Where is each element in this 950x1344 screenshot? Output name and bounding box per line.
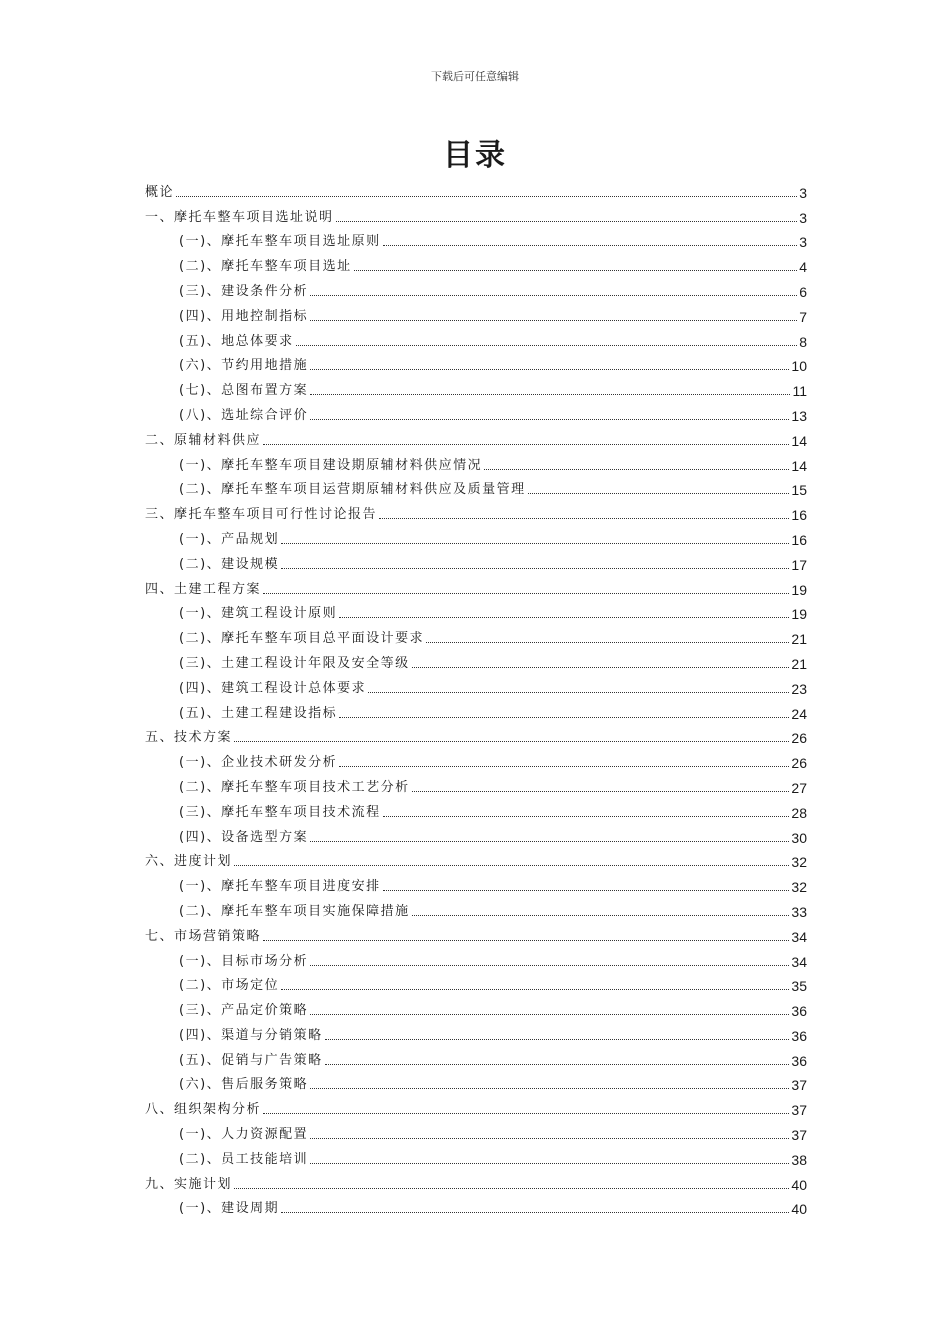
toc-entry-title: (四)、渠道与分销策略	[179, 1027, 323, 1043]
toc-entry-page: 34	[791, 928, 807, 945]
toc-entry-title: (一)、摩托车整车项目进度安排	[179, 879, 381, 895]
toc-entry-title: (一)、产品规划	[179, 531, 280, 547]
toc-entry[interactable]	[145, 250, 807, 275]
toc-entry[interactable]	[145, 201, 807, 226]
toc-dot-leader	[484, 468, 789, 470]
toc-entry[interactable]	[145, 1069, 807, 1094]
toc-entry-title: (一)、摩托车整车项目建设期原辅材料供应情况	[179, 457, 483, 473]
toc-entry-page: 36	[791, 1052, 807, 1069]
toc-entry[interactable]	[145, 622, 807, 647]
toc-entry[interactable]	[145, 226, 807, 251]
toc-entry-title: (二)、摩托车整车项目运营期原辅材料供应及质量管理	[179, 482, 526, 498]
toc-entry[interactable]	[145, 300, 807, 325]
toc-entry-page: 23	[791, 680, 807, 697]
toc-entry-title: (一)、摩托车整车项目选址原则	[179, 234, 381, 250]
toc-dot-leader	[325, 1038, 790, 1040]
toc-entry-page: 3	[799, 184, 807, 201]
toc-entry-title: (八)、选址综合评价	[179, 407, 309, 423]
toc-entry-page: 7	[799, 308, 807, 325]
toc-dot-leader	[412, 666, 790, 668]
toc-entry[interactable]	[145, 870, 807, 895]
toc-entry[interactable]	[145, 722, 807, 747]
toc-dot-leader	[383, 244, 798, 246]
toc-entry-page: 14	[791, 432, 807, 449]
toc-entry-page: 13	[791, 407, 807, 424]
toc-entry-page: 33	[791, 903, 807, 920]
toc-entry-title: (四)、设备选型方案	[179, 829, 309, 845]
toc-entry[interactable]	[145, 325, 807, 350]
toc-entry-page: 35	[791, 978, 807, 995]
toc-dot-leader	[310, 319, 797, 321]
toc-entry-title: (五)、促销与广告策略	[179, 1052, 323, 1068]
toc-dot-leader	[379, 517, 789, 519]
toc-entry[interactable]	[145, 746, 807, 771]
toc-entry-page: 24	[791, 705, 807, 722]
toc-entry-page: 4	[799, 259, 807, 276]
toc-entry[interactable]	[145, 548, 807, 573]
toc-dot-leader	[339, 716, 789, 718]
toc-dot-leader	[281, 1211, 789, 1213]
toc-dot-leader	[263, 1112, 789, 1114]
toc-entry-title: (五)、土建工程建设指标	[179, 705, 338, 721]
toc-entry-title: (三)、摩托车整车项目技术流程	[179, 804, 381, 820]
toc-entry-title: (三)、土建工程设计年限及安全等级	[179, 655, 410, 671]
toc-entry[interactable]	[145, 1019, 807, 1044]
toc-entry-title: 二、原辅材料供应	[145, 432, 262, 448]
toc-entry-title: (一)、建设周期	[179, 1201, 280, 1217]
toc-entry-page: 40	[791, 1201, 807, 1218]
toc-entry-page: 16	[791, 507, 807, 524]
header-note: 下载后可任意编辑	[431, 70, 519, 83]
toc-dot-leader	[310, 368, 789, 370]
toc-entry-title: (一)、建筑工程设计原则	[179, 606, 338, 622]
toc-dot-leader	[528, 492, 790, 494]
toc-entry[interactable]	[145, 697, 807, 722]
toc-entry[interactable]	[145, 498, 807, 523]
toc-entry-title: (七)、总图布置方案	[179, 383, 309, 399]
toc-entry-page: 8	[799, 333, 807, 350]
toc-entry[interactable]	[145, 672, 807, 697]
toc-entry-page: 34	[791, 953, 807, 970]
toc-dot-leader	[310, 418, 789, 420]
page-title: 目录	[443, 138, 507, 173]
toc-entry-title: (一)、企业技术研发分析	[179, 755, 338, 771]
toc-entry-page: 15	[791, 482, 807, 499]
toc-entry[interactable]	[145, 846, 807, 871]
toc-dot-leader	[383, 889, 790, 891]
toc-entry-page: 26	[791, 755, 807, 772]
toc-entry-page: 3	[799, 209, 807, 226]
toc-entry-title: (六)、节约用地措施	[179, 358, 309, 374]
toc-entry[interactable]	[145, 821, 807, 846]
toc-dot-leader	[296, 344, 798, 346]
toc-entry-title: (二)、摩托车整车项目总平面设计要求	[179, 631, 425, 647]
toc-entry[interactable]	[145, 994, 807, 1019]
toc-entry[interactable]	[145, 1168, 807, 1193]
toc-entry-title: (二)、摩托车整车项目实施保障措施	[179, 903, 410, 919]
toc-entry-page: 21	[791, 655, 807, 672]
toc-entry-title: 六、进度计划	[145, 854, 233, 870]
toc-entry-page: 36	[791, 1027, 807, 1044]
toc-entry-page: 30	[791, 829, 807, 846]
toc-entry-page: 40	[791, 1176, 807, 1193]
toc-dot-leader	[310, 1137, 789, 1139]
toc-entry[interactable]	[145, 945, 807, 970]
toc-dot-leader	[354, 269, 798, 271]
toc-dot-leader	[263, 443, 789, 445]
toc-dot-leader	[339, 616, 789, 618]
toc-entry[interactable]	[145, 275, 807, 300]
toc-entry-title: 三、摩托车整车项目可行性讨论报告	[145, 507, 378, 523]
toc-dot-leader	[368, 691, 789, 693]
toc-entry-page: 3	[799, 234, 807, 251]
toc-entry-title: 一、摩托车整车项目选址说明	[145, 209, 334, 225]
toc-entry[interactable]	[145, 573, 807, 598]
toc-entry-title: (二)、建设规模	[179, 556, 280, 572]
toc-entry[interactable]	[145, 920, 807, 945]
toc-dot-leader	[412, 914, 790, 916]
toc-dot-leader	[281, 988, 789, 990]
toc-entry-title: (六)、售后服务策略	[179, 1077, 309, 1093]
toc-dot-leader	[310, 393, 790, 395]
toc-entry-title: 七、市场营销策略	[145, 928, 262, 944]
toc-entry-title: (一)、目标市场分析	[179, 953, 309, 969]
toc-entry[interactable]	[145, 647, 807, 672]
toc-entry-page: 19	[791, 581, 807, 598]
toc-entry-page: 37	[791, 1077, 807, 1094]
toc-entry[interactable]	[145, 424, 807, 449]
toc-entry[interactable]	[145, 523, 807, 548]
toc-dot-leader	[281, 542, 789, 544]
toc-entry[interactable]	[145, 1093, 807, 1118]
toc-dot-leader	[325, 1063, 790, 1065]
toc-dot-leader	[234, 1187, 789, 1189]
toc-dot-leader	[310, 840, 789, 842]
toc-entry-title: (四)、用地控制指标	[179, 308, 309, 324]
toc-dot-leader	[263, 939, 789, 941]
toc-entry[interactable]	[145, 970, 807, 995]
toc-entry-title: 九、实施计划	[145, 1176, 233, 1192]
toc-entry-page: 17	[791, 556, 807, 573]
toc-dot-leader	[310, 964, 789, 966]
toc-entry[interactable]	[145, 895, 807, 920]
toc-entry-page: 32	[791, 854, 807, 871]
toc-dot-leader	[281, 567, 789, 569]
toc-entry-page: 38	[791, 1151, 807, 1168]
toc-dot-leader	[234, 740, 789, 742]
toc-entry-page: 36	[791, 1003, 807, 1020]
toc-entry-title: 八、组织架构分析	[145, 1102, 262, 1118]
toc-entry[interactable]	[145, 771, 807, 796]
toc-entry-page: 28	[791, 804, 807, 821]
toc-dot-leader	[234, 864, 789, 866]
toc-entry[interactable]	[145, 176, 807, 201]
toc-entry[interactable]	[145, 374, 807, 399]
toc-entry-title: (二)、摩托车整车项目选址	[179, 259, 352, 275]
toc-entry-page: 27	[791, 779, 807, 796]
toc-entry-page: 19	[791, 606, 807, 623]
toc-entry[interactable]	[145, 598, 807, 623]
toc-entry-title: 五、技术方案	[145, 730, 233, 746]
toc-dot-leader	[310, 294, 797, 296]
toc-dot-leader	[310, 1162, 789, 1164]
toc-dot-leader	[176, 195, 797, 197]
toc-entry-page: 21	[791, 631, 807, 648]
toc-entry[interactable]	[145, 1143, 807, 1168]
toc-entry[interactable]	[145, 1118, 807, 1143]
toc-entry[interactable]	[145, 474, 807, 499]
toc-entry[interactable]	[145, 1193, 807, 1218]
toc-entry-page: 6	[799, 283, 807, 300]
toc-entry[interactable]	[145, 796, 807, 821]
toc-entry-page: 37	[791, 1127, 807, 1144]
toc-entry-title: 概论	[145, 184, 175, 200]
toc-entry-title: (二)、员工技能培训	[179, 1151, 309, 1167]
toc-dot-leader	[383, 815, 790, 817]
toc-entry[interactable]	[145, 350, 807, 375]
toc-entry-page: 32	[791, 879, 807, 896]
toc-dot-leader	[310, 1087, 789, 1089]
toc-entry[interactable]	[145, 449, 807, 474]
toc-entry-page: 14	[791, 457, 807, 474]
toc-entry-title: (二)、市场定位	[179, 978, 280, 994]
toc-dot-leader	[426, 641, 789, 643]
toc-dot-leader	[412, 790, 790, 792]
toc-entry-title: (二)、摩托车整车项目技术工艺分析	[179, 779, 410, 795]
toc-entry-page: 16	[791, 531, 807, 548]
toc-entry-page: 37	[791, 1102, 807, 1119]
toc-entry-title: (五)、地总体要求	[179, 333, 294, 349]
toc-entry[interactable]	[145, 399, 807, 424]
toc-entry-page: 10	[791, 358, 807, 375]
toc-entry-title: (三)、建设条件分析	[179, 283, 309, 299]
toc-dot-leader	[263, 592, 789, 594]
toc-dot-leader	[339, 765, 789, 767]
table-of-contents	[145, 176, 807, 1217]
toc-entry-title: 四、土建工程方案	[145, 581, 262, 597]
toc-entry-title: (三)、产品定价策略	[179, 1003, 309, 1019]
toc-dot-leader	[336, 220, 798, 222]
toc-dot-leader	[310, 1013, 789, 1015]
toc-entry[interactable]	[145, 1044, 807, 1069]
toc-entry-title: (四)、建筑工程设计总体要求	[179, 680, 367, 696]
toc-entry-title: (一)、人力资源配置	[179, 1127, 309, 1143]
toc-entry-page: 26	[791, 730, 807, 747]
toc-entry-page: 11	[792, 383, 807, 400]
